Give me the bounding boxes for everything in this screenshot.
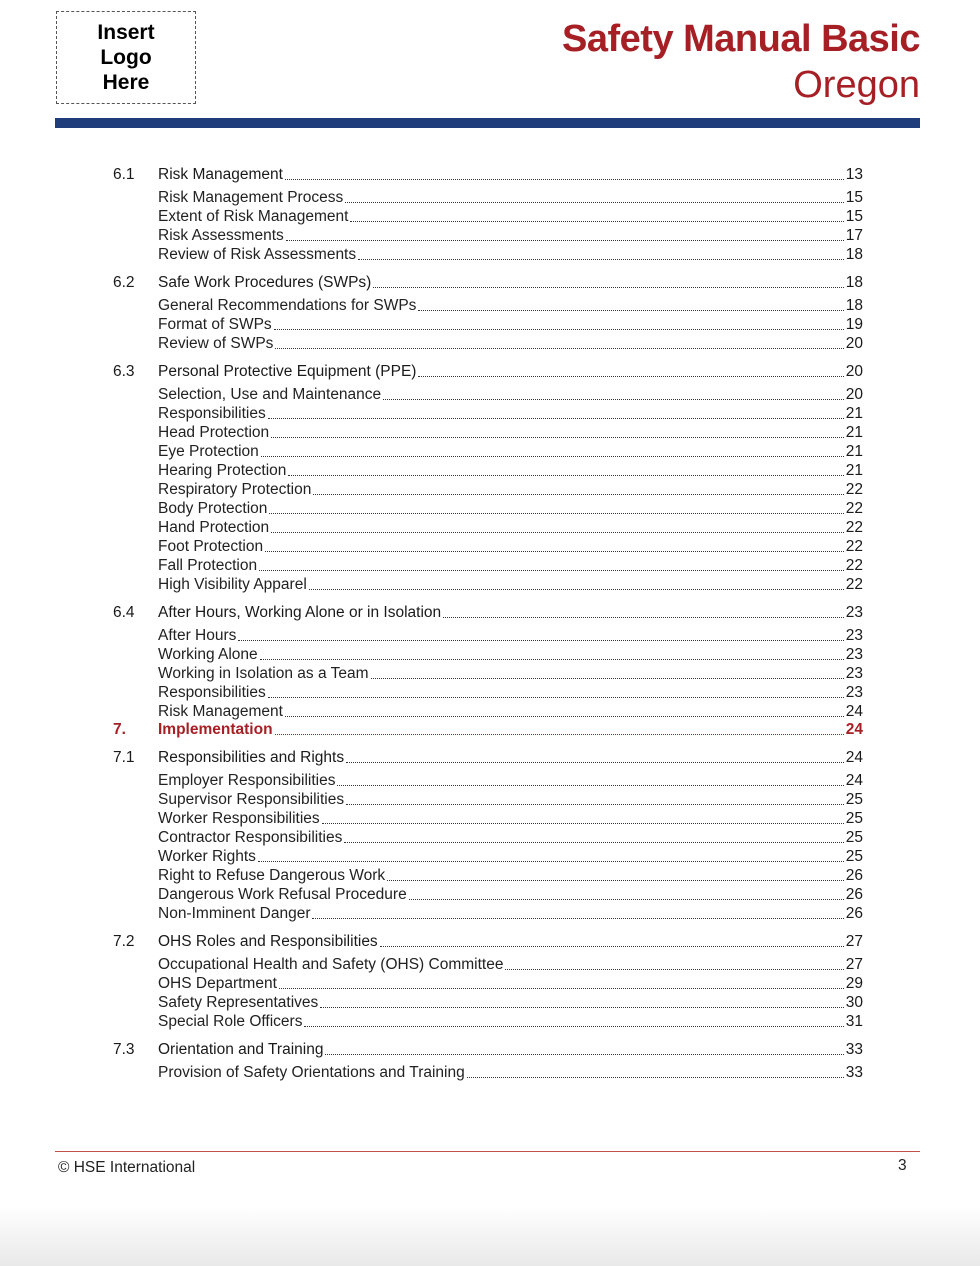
toc-dot-leader [358,259,844,260]
toc-subitem[interactable] [113,226,863,245]
toc-page-number: 13 [845,166,863,183]
toc-page-number: 27 [845,956,863,973]
toc-subitem[interactable] [113,974,863,993]
toc-page-number: 25 [845,791,863,808]
toc-dot-leader [260,659,844,660]
toc-dot-leader [380,946,844,947]
toc-page-number: 21 [845,443,863,460]
toc-page-number: 25 [845,810,863,827]
toc-page-number: 18 [845,297,863,314]
toc-label: Selection, Use and Maintenance [158,386,382,403]
toc-dot-leader [275,734,844,735]
toc-subitem[interactable] [113,702,863,721]
toc-dot-leader [350,221,843,222]
toc-dot-leader [344,842,843,843]
toc-number: 6.2 [113,274,135,291]
toc-label: Body Protection [158,500,268,517]
toc-subitem[interactable] [113,188,863,207]
toc-page-number: 21 [845,462,863,479]
toc-subitem[interactable] [113,847,863,866]
toc-label: Provision of Safety Orientations and Training [158,1064,465,1081]
toc-page-number: 24 [845,749,863,766]
footer-copyright: © HSE International [58,1159,196,1176]
logo-placeholder-text: Insert Logo Here [97,21,155,94]
toc-subitem[interactable] [113,315,863,334]
toc-page-number: 26 [845,886,863,903]
toc-label: Eye Protection [158,443,259,460]
toc-subitem[interactable] [113,499,863,518]
toc-page-number: 23 [845,665,863,682]
toc-subitem[interactable] [113,866,863,885]
toc-page-number: 24 [845,772,863,789]
toc-label: Fall Protection [158,557,258,574]
toc-label: Safety Representatives [158,994,319,1011]
toc-subitem[interactable] [113,296,863,315]
toc-label: Hand Protection [158,519,270,536]
toc-page-number: 27 [845,933,863,950]
toc-dot-leader [268,418,844,419]
toc-section[interactable] [113,264,863,292]
toc-page-number: 24 [845,703,863,720]
toc-page-number: 31 [845,1013,863,1030]
toc-dot-leader [345,202,844,203]
toc-label: Review of SWPs [158,335,274,352]
toc-label: After Hours, Working Alone or in Isolation [158,604,442,621]
toc-subitem[interactable] [113,442,863,461]
logo-placeholder [56,11,196,104]
toc-dot-leader [285,179,844,180]
table-of-contents [113,156,863,1082]
document-subtitle: Oregon [793,64,920,106]
toc-dot-leader [505,969,843,970]
toc-number: 7.1 [113,749,135,766]
toc-dot-leader [312,918,843,919]
toc-page-number: 22 [845,481,863,498]
toc-label: Risk Management [158,166,283,183]
toc-page-number: 15 [845,189,863,206]
toc-dot-leader [304,1026,843,1027]
toc-page-number: 22 [845,500,863,517]
toc-dot-leader [337,785,843,786]
toc-dot-leader [409,899,844,900]
toc-dot-leader [467,1077,844,1078]
toc-subitem[interactable] [113,828,863,847]
toc-subitem[interactable] [113,461,863,480]
toc-label: Risk Assessments [158,227,284,244]
toc-dot-leader [346,804,844,805]
toc-page-number: 20 [845,363,863,380]
toc-number: 6.3 [113,363,135,380]
toc-page-number: 25 [845,829,863,846]
toc-section[interactable] [113,739,863,767]
toc-number: 7.2 [113,933,135,950]
toc-page-number: 22 [845,557,863,574]
toc-label: Contractor Responsibilities [158,829,343,846]
toc-page-number: 24 [845,721,863,738]
toc-page-number: 18 [845,274,863,291]
toc-subitem[interactable] [113,245,863,264]
toc-dot-leader [261,456,844,457]
toc-dot-leader [322,823,844,824]
toc-label: Working in Isolation as a Team [158,665,369,682]
toc-label: Responsibilities [158,405,266,422]
toc-page-number: 23 [845,684,863,701]
toc-label: Extent of Risk Management [158,208,349,225]
toc-chapter[interactable] [113,721,863,739]
toc-subitem[interactable] [113,1063,863,1082]
toc-dot-leader [279,988,844,989]
toc-label: High Visibility Apparel [158,576,307,593]
toc-number: 6.4 [113,604,135,621]
toc-page-number: 21 [845,405,863,422]
toc-dot-leader [288,475,843,476]
toc-label: Special Role Officers [158,1013,303,1030]
toc-section[interactable] [113,353,863,381]
toc-dot-leader [258,861,844,862]
toc-dot-leader [269,513,843,514]
toc-page-number: 23 [845,604,863,621]
toc-label: Non-Imminent Danger [158,905,311,922]
toc-page-number: 33 [845,1041,863,1058]
toc-dot-leader [271,532,844,533]
toc-dot-leader [371,678,844,679]
toc-label: Risk Management [158,703,283,720]
toc-dot-leader [346,762,844,763]
toc-number: 6.1 [113,166,135,183]
toc-page-number: 22 [845,519,863,536]
footer-divider-line [55,1151,920,1152]
toc-page-number: 26 [845,867,863,884]
toc-dot-leader [268,697,844,698]
toc-subitem[interactable] [113,480,863,499]
toc-dot-leader [271,437,844,438]
toc-page-number: 19 [845,316,863,333]
toc-label: Safe Work Procedures (SWPs) [158,274,372,291]
toc-subitem[interactable] [113,809,863,828]
toc-label: Employer Responsibilities [158,772,336,789]
toc-subitem[interactable] [113,645,863,664]
toc-label: After Hours [158,627,237,644]
toc-label: Supervisor Responsibilities [158,791,345,808]
toc-subitem[interactable] [113,683,863,702]
toc-dot-leader [265,551,844,552]
toc-subitem[interactable] [113,1012,863,1031]
toc-label: Personal Protective Equipment (PPE) [158,363,417,380]
toc-label: Responsibilities [158,684,266,701]
toc-dot-leader [418,376,843,377]
toc-subitem[interactable] [113,993,863,1012]
toc-label: Worker Rights [158,848,256,865]
toc-subitem[interactable] [113,664,863,683]
toc-subitem[interactable] [113,334,863,353]
toc-label: Respiratory Protection [158,481,312,498]
toc-subitem[interactable] [113,790,863,809]
toc-page-number: 20 [845,386,863,403]
toc-page-number: 23 [845,646,863,663]
toc-subitem[interactable] [113,385,863,404]
toc-page-number: 29 [845,975,863,992]
toc-dot-leader [443,617,844,618]
toc-label: OHS Department [158,975,277,992]
toc-page-number: 20 [845,335,863,352]
toc-dot-leader [285,716,844,717]
toc-label: Review of Risk Assessments [158,246,357,263]
toc-label: Format of SWPs [158,316,272,333]
toc-label: Implementation [158,721,273,738]
toc-label: OHS Roles and Responsibilities [158,933,378,950]
toc-label: Responsibilities and Rights [158,749,345,766]
toc-label: Working Alone [158,646,258,663]
toc-page-number: 15 [845,208,863,225]
header-divider-bar [55,118,920,128]
toc-page-number: 33 [845,1064,863,1081]
page-bottom-shadow [0,1206,980,1266]
toc-label: Dangerous Work Refusal Procedure [158,886,407,903]
toc-label: Hearing Protection [158,462,287,479]
toc-page-number: 25 [845,848,863,865]
footer-page-number: 3 [898,1157,907,1174]
toc-dot-leader [387,880,844,881]
toc-dot-leader [320,1007,843,1008]
toc-section[interactable] [113,923,863,951]
toc-page-number: 22 [845,538,863,555]
toc-dot-leader [238,640,843,641]
toc-dot-leader [274,329,844,330]
toc-page-number: 22 [845,576,863,593]
toc-subitem[interactable] [113,885,863,904]
toc-label: Right to Refuse Dangerous Work [158,867,386,884]
toc-subitem[interactable] [113,537,863,556]
toc-subitem[interactable] [113,404,863,423]
toc-page-number: 21 [845,424,863,441]
toc-page-number: 18 [845,246,863,263]
toc-dot-leader [325,1054,843,1055]
toc-subitem[interactable] [113,904,863,923]
toc-subitem[interactable] [113,955,863,974]
toc-section[interactable] [113,1031,863,1059]
toc-dot-leader [373,287,843,288]
toc-page-number: 17 [845,227,863,244]
toc-page-number: 26 [845,905,863,922]
toc-label: Occupational Health and Safety (OHS) Committee [158,956,504,973]
toc-subitem[interactable] [113,207,863,226]
toc-label: Orientation and Training [158,1041,324,1058]
toc-subitem[interactable] [113,423,863,442]
toc-label: General Recommendations for SWPs [158,297,417,314]
toc-subitem[interactable] [113,575,863,594]
toc-label: Risk Management Process [158,189,344,206]
toc-label: Worker Responsibilities [158,810,320,827]
toc-subitem[interactable] [113,556,863,575]
toc-dot-leader [275,348,843,349]
toc-dot-leader [309,589,844,590]
toc-section[interactable] [113,594,863,622]
toc-dot-leader [383,399,844,400]
document-title: Safety Manual Basic [562,18,920,60]
toc-page-number: 23 [845,627,863,644]
toc-subitem[interactable] [113,771,863,790]
toc-dot-leader [313,494,843,495]
toc-number: 7.3 [113,1041,135,1058]
toc-subitem[interactable] [113,626,863,645]
toc-page-number: 30 [845,994,863,1011]
toc-dot-leader [418,310,843,311]
toc-subitem[interactable] [113,518,863,537]
toc-label: Foot Protection [158,538,264,555]
toc-section[interactable] [113,156,863,184]
toc-number: 7. [113,721,126,738]
toc-dot-leader [286,240,844,241]
toc-dot-leader [259,570,844,571]
toc-label: Head Protection [158,424,270,441]
